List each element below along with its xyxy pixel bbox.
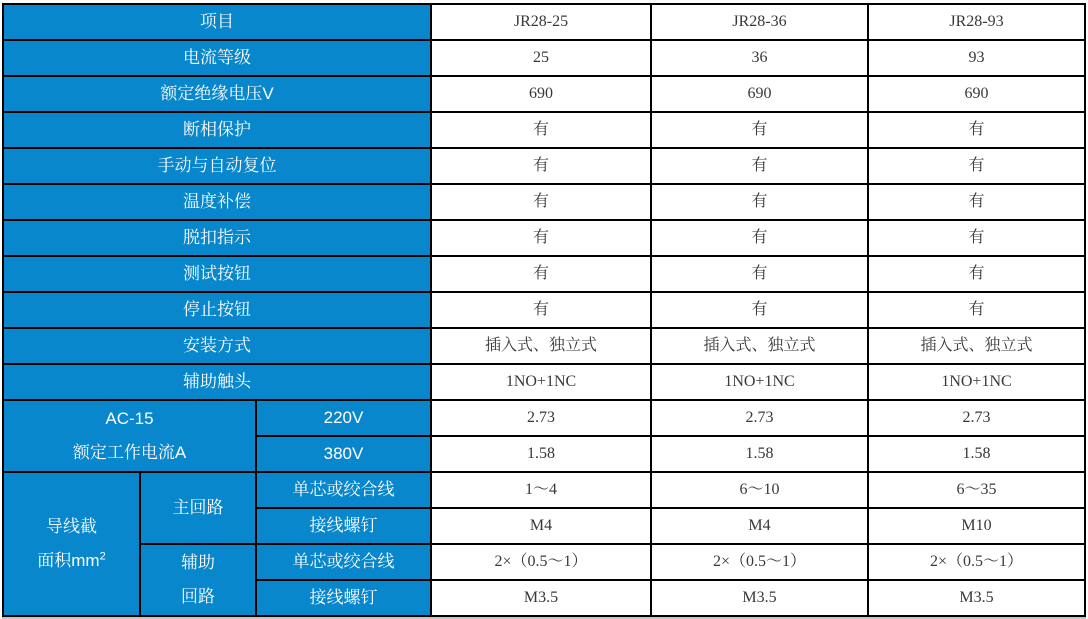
table-row — [3, 544, 1085, 580]
ac15-group-line1: AC-15 — [105, 409, 154, 428]
data-cell: 36 — [651, 40, 868, 76]
row-sublabel-cell: 380V — [256, 436, 431, 472]
row-sublabel-cell: 单芯或绞合线 — [256, 544, 431, 580]
row-label-cell: 额定绝缘电压V — [3, 76, 431, 112]
conductor-group-cell — [3, 472, 140, 616]
table-row-header — [3, 4, 1085, 40]
row-sublabel-cell: 接线螺钉 — [256, 580, 431, 616]
data-cell: 1NO+1NC — [431, 364, 651, 400]
data-cell: 插入式、独立式 — [868, 328, 1085, 364]
data-cell: 有 — [651, 292, 868, 328]
data-cell: 690 — [431, 76, 651, 112]
table-row — [3, 148, 1085, 184]
ac15-group-line2: 额定工作电流A — [72, 443, 187, 462]
data-cell: 有 — [651, 148, 868, 184]
data-cell: 1.58 — [868, 436, 1085, 472]
data-cell: 有 — [431, 292, 651, 328]
row-sublabel-cell: 接线螺钉 — [256, 508, 431, 544]
table-row — [3, 364, 1085, 400]
conductor-group-line2: 面积$mm^2$ — [37, 550, 106, 570]
data-cell: 1NO+1NC — [651, 364, 868, 400]
data-cell: 2×（0.5～1） — [651, 544, 868, 580]
row-label-cell: 断相保护 — [3, 112, 431, 148]
data-cell: 690 — [868, 76, 1085, 112]
table-row — [3, 472, 1085, 508]
data-cell: 有 — [431, 220, 651, 256]
row-label-cell: 测试按钮 — [3, 256, 431, 292]
row-label-cell: 电流等级 — [3, 40, 431, 76]
row-sublabel-cell: 220V — [256, 400, 431, 436]
data-cell: 有 — [431, 112, 651, 148]
row-label-cell: 停止按钮 — [3, 292, 431, 328]
table-row — [3, 76, 1085, 112]
header-model-cell: JR28-25 — [431, 4, 651, 40]
data-cell: 6～10 — [651, 472, 868, 508]
table-row — [3, 220, 1085, 256]
data-cell: 2.73 — [651, 400, 868, 436]
superscript-2: 2 — [99, 550, 106, 563]
data-cell: M3.5 — [651, 580, 868, 616]
data-cell: 6～35 — [868, 472, 1085, 508]
table-row — [3, 328, 1085, 364]
header-model-cell: JR28-93 — [868, 4, 1085, 40]
row-label-cell: 安装方式 — [3, 328, 431, 364]
data-cell: 2×（0.5～1） — [431, 544, 651, 580]
data-cell: 有 — [651, 112, 868, 148]
table-row — [3, 184, 1085, 220]
conductor-group-line1: 导线截 — [46, 517, 97, 536]
row-label-cell: 辅助触头 — [3, 364, 431, 400]
data-cell: M4 — [651, 508, 868, 544]
aux-circuit-line2: 回路 — [181, 587, 215, 606]
data-cell: 有 — [651, 184, 868, 220]
data-cell: 1.58 — [651, 436, 868, 472]
spec-table — [2, 3, 1086, 617]
data-cell: 1～4 — [431, 472, 651, 508]
data-cell: 有 — [868, 256, 1085, 292]
data-cell: 有 — [431, 148, 651, 184]
row-label-cell: 脱扣指示 — [3, 220, 431, 256]
data-cell: 有 — [651, 256, 868, 292]
table-row — [3, 256, 1085, 292]
data-cell: 有 — [868, 148, 1085, 184]
row-label-cell: 手动与自动复位 — [3, 148, 431, 184]
data-cell: 有 — [868, 220, 1085, 256]
data-cell: 2.73 — [431, 400, 651, 436]
row-sublabel-cell: 单芯或绞合线 — [256, 472, 431, 508]
table-row — [3, 112, 1085, 148]
row-label-cell: 温度补偿 — [3, 184, 431, 220]
data-cell: 插入式、独立式 — [651, 328, 868, 364]
ac15-group-cell — [3, 400, 256, 472]
data-cell: 有 — [868, 292, 1085, 328]
data-cell: 25 — [431, 40, 651, 76]
data-cell: 有 — [868, 184, 1085, 220]
data-cell: 1.58 — [431, 436, 651, 472]
main-circuit-cell: 主回路 — [140, 472, 256, 544]
data-cell: 2×（0.5～1） — [868, 544, 1085, 580]
data-cell: 有 — [431, 184, 651, 220]
header-item-cell: 项目 — [3, 4, 431, 40]
header-model-cell: JR28-36 — [651, 4, 868, 40]
data-cell: 1NO+1NC — [868, 364, 1085, 400]
data-cell: 有 — [868, 112, 1085, 148]
table-row — [3, 40, 1085, 76]
data-cell: M4 — [431, 508, 651, 544]
data-cell: 690 — [651, 76, 868, 112]
table-row — [3, 400, 1085, 436]
data-cell: M10 — [868, 508, 1085, 544]
data-cell: M3.5 — [431, 580, 651, 616]
data-cell: 2.73 — [868, 400, 1085, 436]
table-row — [3, 292, 1085, 328]
data-cell: M3.5 — [868, 580, 1085, 616]
aux-circuit-cell — [140, 544, 256, 616]
data-cell: 93 — [868, 40, 1085, 76]
aux-circuit-line1: 辅助 — [181, 553, 215, 572]
data-cell: 有 — [431, 256, 651, 292]
data-cell: 有 — [651, 220, 868, 256]
data-cell: 插入式、独立式 — [431, 328, 651, 364]
